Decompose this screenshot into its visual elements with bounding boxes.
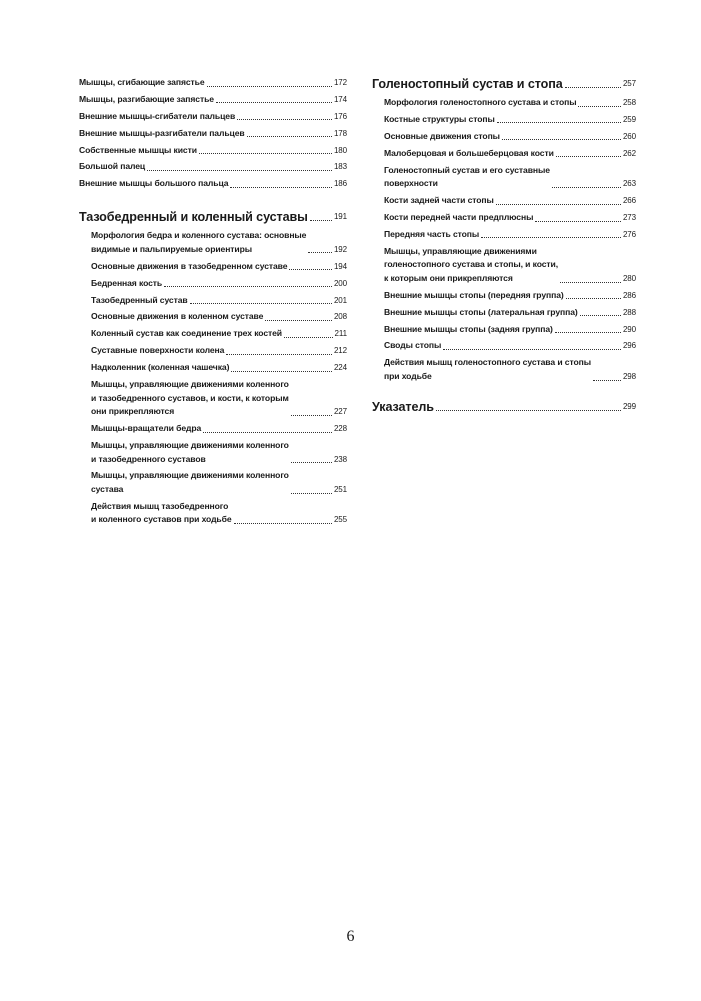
toc-entry: Своды стопы 296 bbox=[384, 340, 636, 351]
toc-entry: Мышцы, управляющие движениями коленного сустава 251 bbox=[91, 470, 347, 494]
toc-entry: Собственные мышцы кисти 180 bbox=[79, 144, 347, 155]
toc-entry: Мышцы, управляющие движениями коленного и тазобедренного суставов 238 bbox=[91, 439, 347, 464]
toc-entry: Тазобедренный сустав 201 bbox=[91, 294, 347, 305]
toc-entry: Действия мышц тазобедренного и коленного суставов при ходьбе 255 bbox=[91, 500, 347, 525]
toc-entry: Костные структуры стопы 259 bbox=[384, 113, 636, 124]
toc-entry: Мышцы, управляющие движениями коленного и тазобедренного суставов, и кости, к которым они прикрепляются 227 bbox=[91, 378, 347, 417]
toc-entry: Внешние мышцы-сгибатели пальцев 176 bbox=[79, 110, 347, 121]
toc-index-heading: Указатель 299 bbox=[372, 399, 636, 414]
toc-entry: Большой палец 183 bbox=[79, 161, 347, 172]
toc-entry: Мышцы, сгибающие запястье 172 bbox=[79, 77, 347, 87]
toc-entry: Внешние мышцы стопы (передняя группа) 286 bbox=[384, 289, 636, 300]
toc-entry: Кости задней части стопы 266 bbox=[384, 195, 636, 206]
toc-entry: Мышцы-вращатели бедра 228 bbox=[91, 423, 347, 434]
toc-left-column bbox=[79, 76, 347, 530]
toc-entry: Морфология голеностопного сустава и стопы 258 bbox=[384, 97, 636, 107]
toc-entry: Бедренная кость 200 bbox=[91, 277, 347, 288]
toc-entry: Суставные поверхности колена 212 bbox=[91, 345, 347, 356]
toc-entry: Внешние мышцы стопы (латеральная группа) 288 bbox=[384, 306, 636, 317]
toc-entry: Мышцы, управляющие движениями голеностопного сустава и стопы, и кости, к которым они прикрепляются 280 bbox=[384, 245, 636, 283]
toc-entry: Внешние мышцы стопы (задняя группа) 290 bbox=[384, 323, 636, 334]
toc-entry: Мышцы, разгибающие запястье 174 bbox=[79, 93, 347, 104]
toc-entry: Голеностопный сустав и его суставные поверхности 263 bbox=[384, 164, 636, 189]
toc-entry: Кости передней части предплюсны 273 bbox=[384, 211, 636, 222]
toc-entry: Передняя часть стопы 276 bbox=[384, 228, 636, 239]
toc-entry: Основные движения в тазобедренном суставе 194 bbox=[91, 260, 347, 271]
toc-entry: Коленный сустав как соединение трех костей 211 bbox=[91, 328, 347, 339]
toc-entry: Надколенник (коленная чашечка) 224 bbox=[91, 362, 347, 373]
toc-entry: Внешние мышцы-разгибатели пальцев 178 bbox=[79, 127, 347, 138]
toc-entry: Внешние мышцы большого пальца 186 bbox=[79, 178, 347, 189]
toc-right-column bbox=[372, 76, 636, 419]
toc-entry: Действия мышц голеностопного сустава и стопы при ходьбе 298 bbox=[384, 357, 636, 381]
toc-section-heading: Тазобедренный и коленный суставы 191 bbox=[79, 210, 347, 225]
toc-entry: Малоберцовая и большеберцовая кости 262 bbox=[384, 147, 636, 158]
toc-entry: Основные движения стопы 260 bbox=[384, 130, 636, 141]
page-number: 6 bbox=[346, 928, 355, 945]
toc-section-heading: Голеностопный сустав и стопа 257 bbox=[372, 77, 636, 91]
toc-entry: Морфология бедра и коленного сустава: основные видимые и пальпируемые ориентиры 192 bbox=[91, 230, 347, 254]
toc-entry: Основные движения в коленном суставе 208 bbox=[91, 311, 347, 322]
